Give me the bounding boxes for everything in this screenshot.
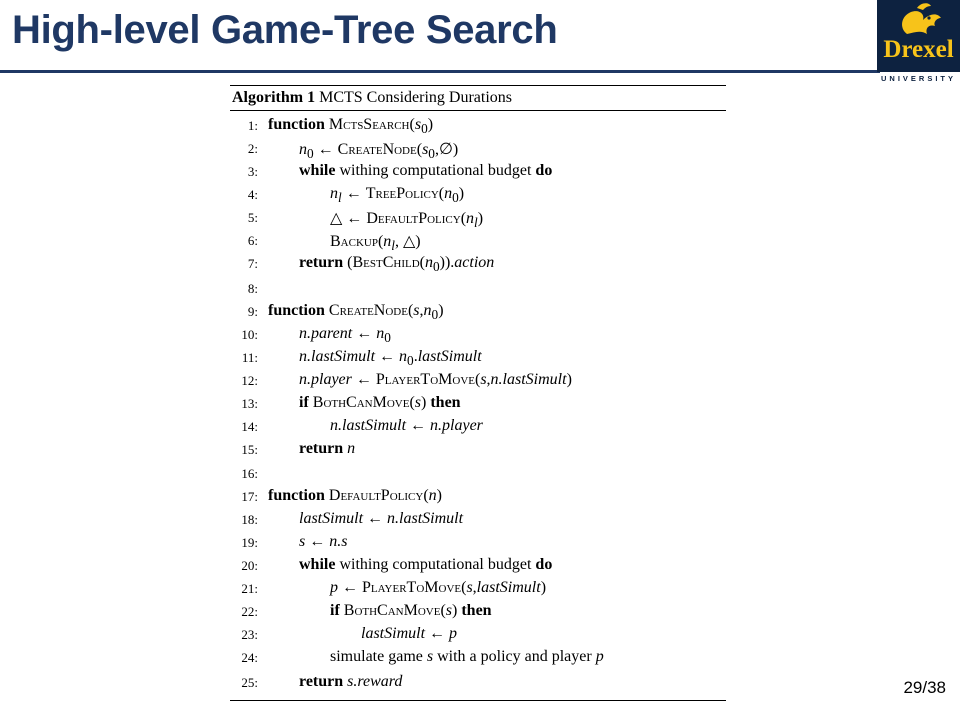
line-number: 13: <box>241 395 258 411</box>
algorithm-caption <box>230 86 726 111</box>
algorithm-line <box>230 279 726 302</box>
algorithm-line <box>230 440 726 465</box>
line-code: n.player ← PlayerToMove(s,n.lastSimult) <box>299 370 572 388</box>
line-code: s ← n.s <box>299 533 348 550</box>
algorithm-line <box>230 673 726 698</box>
line-number: 7: <box>247 256 258 271</box>
line-code: function $CreateNode(s,n_0)$ <box>268 301 444 322</box>
line-code: while withing computational budget do <box>299 556 553 573</box>
page-number: 29/38 <box>903 678 946 697</box>
line-number: 25: <box>241 674 258 690</box>
line-number: 17: <box>241 489 258 504</box>
line-code: $n_l$ ← $TreePolicy(n_0)$ <box>330 185 465 206</box>
line-code: return s.reward <box>299 672 403 690</box>
line-code: △ ← $DefaultPolicy(n_l)$ <box>330 210 484 231</box>
algorithm-line <box>230 648 726 673</box>
algorithm-line <box>230 417 726 440</box>
logo-background <box>877 0 960 72</box>
algorithm-line <box>230 139 726 162</box>
line-number: 4: <box>247 187 258 202</box>
drexel-logo <box>877 0 960 88</box>
algorithm-box <box>230 85 726 701</box>
line-code: if BothCanMove(s) then <box>299 393 461 411</box>
line-number: 18: <box>241 512 258 527</box>
algorithm-line <box>230 348 726 371</box>
algorithm-line <box>230 533 726 556</box>
algorithm-label: Algorithm 1 <box>232 89 316 106</box>
line-code: simulate game s with a policy and player p <box>330 648 604 665</box>
line-number: 10: <box>241 326 258 342</box>
line-number: 12: <box>241 372 258 388</box>
title-underline <box>0 70 880 73</box>
algorithm-line <box>230 602 726 625</box>
line-code: return $(BestChild(n_0)).action$ <box>299 254 495 275</box>
line-code: function $MctsSearch(s_0)$ <box>268 116 434 137</box>
line-number: 9: <box>247 303 258 319</box>
line-number: 5: <box>247 210 258 225</box>
line-number: 16: <box>241 466 258 481</box>
algorithm-line <box>230 185 726 208</box>
line-number: 1: <box>247 118 258 133</box>
algorithm-line <box>230 302 726 325</box>
algorithm-line <box>230 325 726 348</box>
line-code: function DefaultPolicy(n) <box>268 487 442 504</box>
line-number: 3: <box>247 164 258 179</box>
line-number: 11: <box>241 349 258 365</box>
line-code: while withing computational budget do <box>299 162 553 179</box>
dragon-icon <box>877 0 960 40</box>
algorithm-line <box>230 487 726 510</box>
line-code: if BothCanMove(s) then <box>330 602 492 619</box>
line-code: n.lastSimult ← $n_0.lastSimult$ <box>299 347 482 368</box>
algorithm-line <box>230 231 726 254</box>
line-number: 24: <box>241 650 258 665</box>
algorithm-line <box>230 625 726 648</box>
algorithm-line <box>230 579 726 602</box>
algorithm-line <box>230 394 726 417</box>
line-number: 20: <box>241 558 258 573</box>
algorithm-line <box>230 556 726 579</box>
line-code: n.lastSimult ← n.player <box>330 416 483 434</box>
line-code: p ← PlayerToMove(s,lastSimult) <box>330 579 547 596</box>
logo-subtitle: UNIVERSITY <box>880 74 956 83</box>
slide-title: High-level Game-Tree Search <box>12 8 558 52</box>
line-number: 8: <box>247 280 258 296</box>
algorithm-title: MCTS Considering Durations <box>319 89 512 106</box>
line-number: 2: <box>247 141 258 156</box>
line-code: return n <box>299 439 356 457</box>
algorithm-line <box>230 162 726 185</box>
algorithm-bottom-rule <box>230 700 726 701</box>
algorithm-line <box>230 510 726 533</box>
line-code: lastSimult ← n.lastSimult <box>299 510 464 527</box>
line-number: 14: <box>241 418 258 434</box>
line-number: 15: <box>241 441 258 457</box>
algorithm-line <box>230 208 726 231</box>
algorithm-line <box>230 464 726 487</box>
line-code: $n_0$ ← $CreateNode(s_0,\emptyset)$ <box>299 141 459 162</box>
algorithm-line <box>230 371 726 394</box>
line-code: n.parent ← $n_0$ <box>299 324 391 345</box>
line-number: 21: <box>241 581 258 596</box>
algorithm-line <box>230 116 726 139</box>
line-number: 23: <box>241 627 258 642</box>
line-number: 22: <box>241 604 258 619</box>
algorithm-lines <box>230 116 726 697</box>
line-number: 6: <box>247 233 258 248</box>
logo-wordmark: Drexel <box>883 36 954 63</box>
line-number: 19: <box>241 535 258 550</box>
algorithm-line <box>230 254 726 279</box>
line-code: $Backup(n_l$, △) <box>330 233 421 254</box>
line-code: lastSimult ← p <box>361 625 458 642</box>
